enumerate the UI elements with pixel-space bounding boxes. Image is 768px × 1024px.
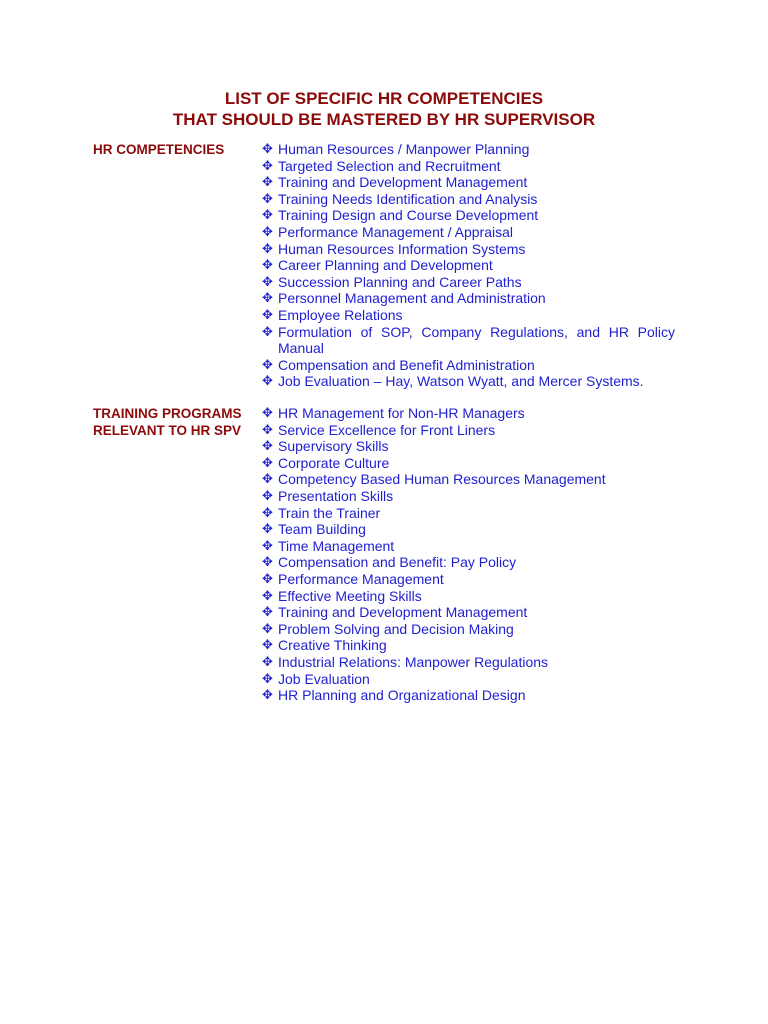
section-label-line: RELEVANT TO HR SPV <box>93 423 242 438</box>
document-title-line-2: THAT SHOULD BE MASTERED BY HR SUPERVISOR <box>172 110 596 129</box>
four-point-star-bullet-icon: ✥ <box>262 554 273 570</box>
list-item <box>262 538 675 555</box>
list-item <box>262 207 675 224</box>
list-item <box>262 654 675 671</box>
list-item <box>262 141 675 158</box>
list-item <box>262 422 675 439</box>
list-item-text: Time Management <box>278 537 395 554</box>
list-item <box>262 687 675 704</box>
document-title-line-1: LIST OF SPECIFIC HR COMPETENCIES <box>224 89 544 108</box>
list-item-text: Corporate Culture <box>278 454 390 471</box>
list-item-text: Human Resources / Manpower Planning <box>278 141 530 157</box>
four-point-star-bullet-icon: ✥ <box>262 421 273 437</box>
list-item <box>262 158 675 175</box>
list-item <box>262 637 675 654</box>
list-item-text: Targeted Selection and Recruitment <box>278 157 501 174</box>
list-item-text: Supervisory Skills <box>278 438 389 455</box>
four-point-star-bullet-icon: ✥ <box>262 620 273 636</box>
list-item <box>262 554 675 571</box>
list-item <box>262 455 675 472</box>
list-item-text: Compensation and Benefit: Pay Policy <box>278 554 517 571</box>
four-point-star-bullet-icon: ✥ <box>262 306 273 322</box>
list-item <box>262 438 675 455</box>
list-item <box>262 488 675 505</box>
four-point-star-bullet-icon: ✥ <box>262 521 273 537</box>
list-item <box>262 191 675 208</box>
list-item-text: Performance Management / Appraisal <box>278 223 514 240</box>
four-point-star-bullet-icon: ✥ <box>262 157 273 173</box>
list-item-text: Human Resources Information Systems <box>278 240 526 257</box>
four-point-star-bullet-icon: ✥ <box>262 604 273 620</box>
four-point-star-bullet-icon: ✥ <box>262 356 273 372</box>
four-point-star-bullet-icon: ✥ <box>262 405 273 420</box>
list-item-text: Compensation and Benefit Administration <box>278 356 535 373</box>
list-item-text: Creative Thinking <box>278 637 387 654</box>
list-item-text: Train the Trainer <box>278 504 381 521</box>
list-item <box>262 621 675 638</box>
four-point-star-bullet-icon: ✥ <box>262 454 273 470</box>
four-point-star-bullet-icon: ✥ <box>262 257 273 273</box>
four-point-star-bullet-icon: ✥ <box>262 207 273 223</box>
list-item-text: Job Evaluation – Hay, Watson Wyatt, and Mercer Systems. <box>278 373 644 390</box>
list-item-text: Formulation of SOP, Company Regulations, and HR Policy Manual <box>278 323 675 357</box>
four-point-star-bullet-icon: ✥ <box>262 373 273 389</box>
list-item-text: Job Evaluation <box>278 670 370 687</box>
four-point-star-bullet-icon: ✥ <box>262 504 273 520</box>
four-point-star-bullet-icon: ✥ <box>262 487 273 503</box>
four-point-star-bullet-icon: ✥ <box>262 537 273 553</box>
list-item <box>262 671 675 688</box>
list-item-text: HR Planning and Organizational Design <box>278 687 526 704</box>
list-item-text: Employee Relations <box>278 306 403 323</box>
list-item-text: Presentation Skills <box>278 487 394 504</box>
four-point-star-bullet-icon: ✥ <box>262 273 273 289</box>
list-item <box>262 588 675 605</box>
four-point-star-bullet-icon: ✥ <box>262 471 273 487</box>
list-item-text: Succession Planning and Career Paths <box>278 273 522 290</box>
section-label-line: HR COMPETENCIES <box>93 142 225 157</box>
list-item-text: Industrial Relations: Manpower Regulations <box>278 653 549 670</box>
four-point-star-bullet-icon: ✥ <box>262 290 273 306</box>
training-programs-label <box>93 405 258 439</box>
list-item <box>262 324 675 357</box>
four-point-star-bullet-icon: ✥ <box>262 670 273 686</box>
list-item-text: Competency Based Human Resources Management <box>278 471 606 488</box>
list-item <box>262 357 675 374</box>
list-item-text: Training and Development Management <box>278 604 528 621</box>
list-item-text: Personnel Management and Administration <box>278 290 546 307</box>
hr-competencies-label <box>93 141 258 158</box>
list-item-text: Effective Meeting Skills <box>278 587 422 604</box>
list-item <box>262 505 675 522</box>
four-point-star-bullet-icon: ✥ <box>262 240 273 256</box>
four-point-star-bullet-icon: ✥ <box>262 174 273 190</box>
list-item-text: HR Management for Non-HR Managers <box>278 405 525 421</box>
list-item-text: Problem Solving and Decision Making <box>278 620 514 637</box>
list-item-text: Training Design and Course Development <box>278 207 539 224</box>
list-item <box>262 307 675 324</box>
section-label-line: TRAINING PROGRAMS <box>93 406 242 421</box>
four-point-star-bullet-icon: ✥ <box>262 653 273 669</box>
list-item-text: Performance Management <box>278 570 444 587</box>
list-item <box>262 521 675 538</box>
four-point-star-bullet-icon: ✥ <box>262 687 273 703</box>
training-programs-list <box>262 405 675 704</box>
four-point-star-bullet-icon: ✥ <box>262 223 273 239</box>
four-point-star-bullet-icon: ✥ <box>262 323 273 339</box>
list-item-text: Training Needs Identification and Analysis <box>278 190 538 207</box>
list-item <box>262 174 675 191</box>
list-item-text: Training and Development Management <box>278 174 528 191</box>
four-point-star-bullet-icon: ✥ <box>262 570 273 586</box>
list-item <box>262 571 675 588</box>
list-item <box>262 604 675 621</box>
list-item <box>262 373 675 390</box>
list-item <box>262 274 675 291</box>
four-point-star-bullet-icon: ✥ <box>262 190 273 206</box>
list-item-text: Team Building <box>278 521 366 538</box>
list-item <box>262 257 675 274</box>
list-item <box>262 241 675 258</box>
four-point-star-bullet-icon: ✥ <box>262 587 273 603</box>
list-item <box>262 290 675 307</box>
list-item <box>262 224 675 241</box>
four-point-star-bullet-icon: ✥ <box>262 141 273 156</box>
four-point-star-bullet-icon: ✥ <box>262 438 273 454</box>
hr-competencies-list <box>262 141 675 390</box>
list-item-text: Career Planning and Development <box>278 257 493 274</box>
list-item-text: Service Excellence for Front Liners <box>278 421 496 438</box>
list-item <box>262 471 675 488</box>
list-item <box>262 405 675 422</box>
four-point-star-bullet-icon: ✥ <box>262 637 273 653</box>
